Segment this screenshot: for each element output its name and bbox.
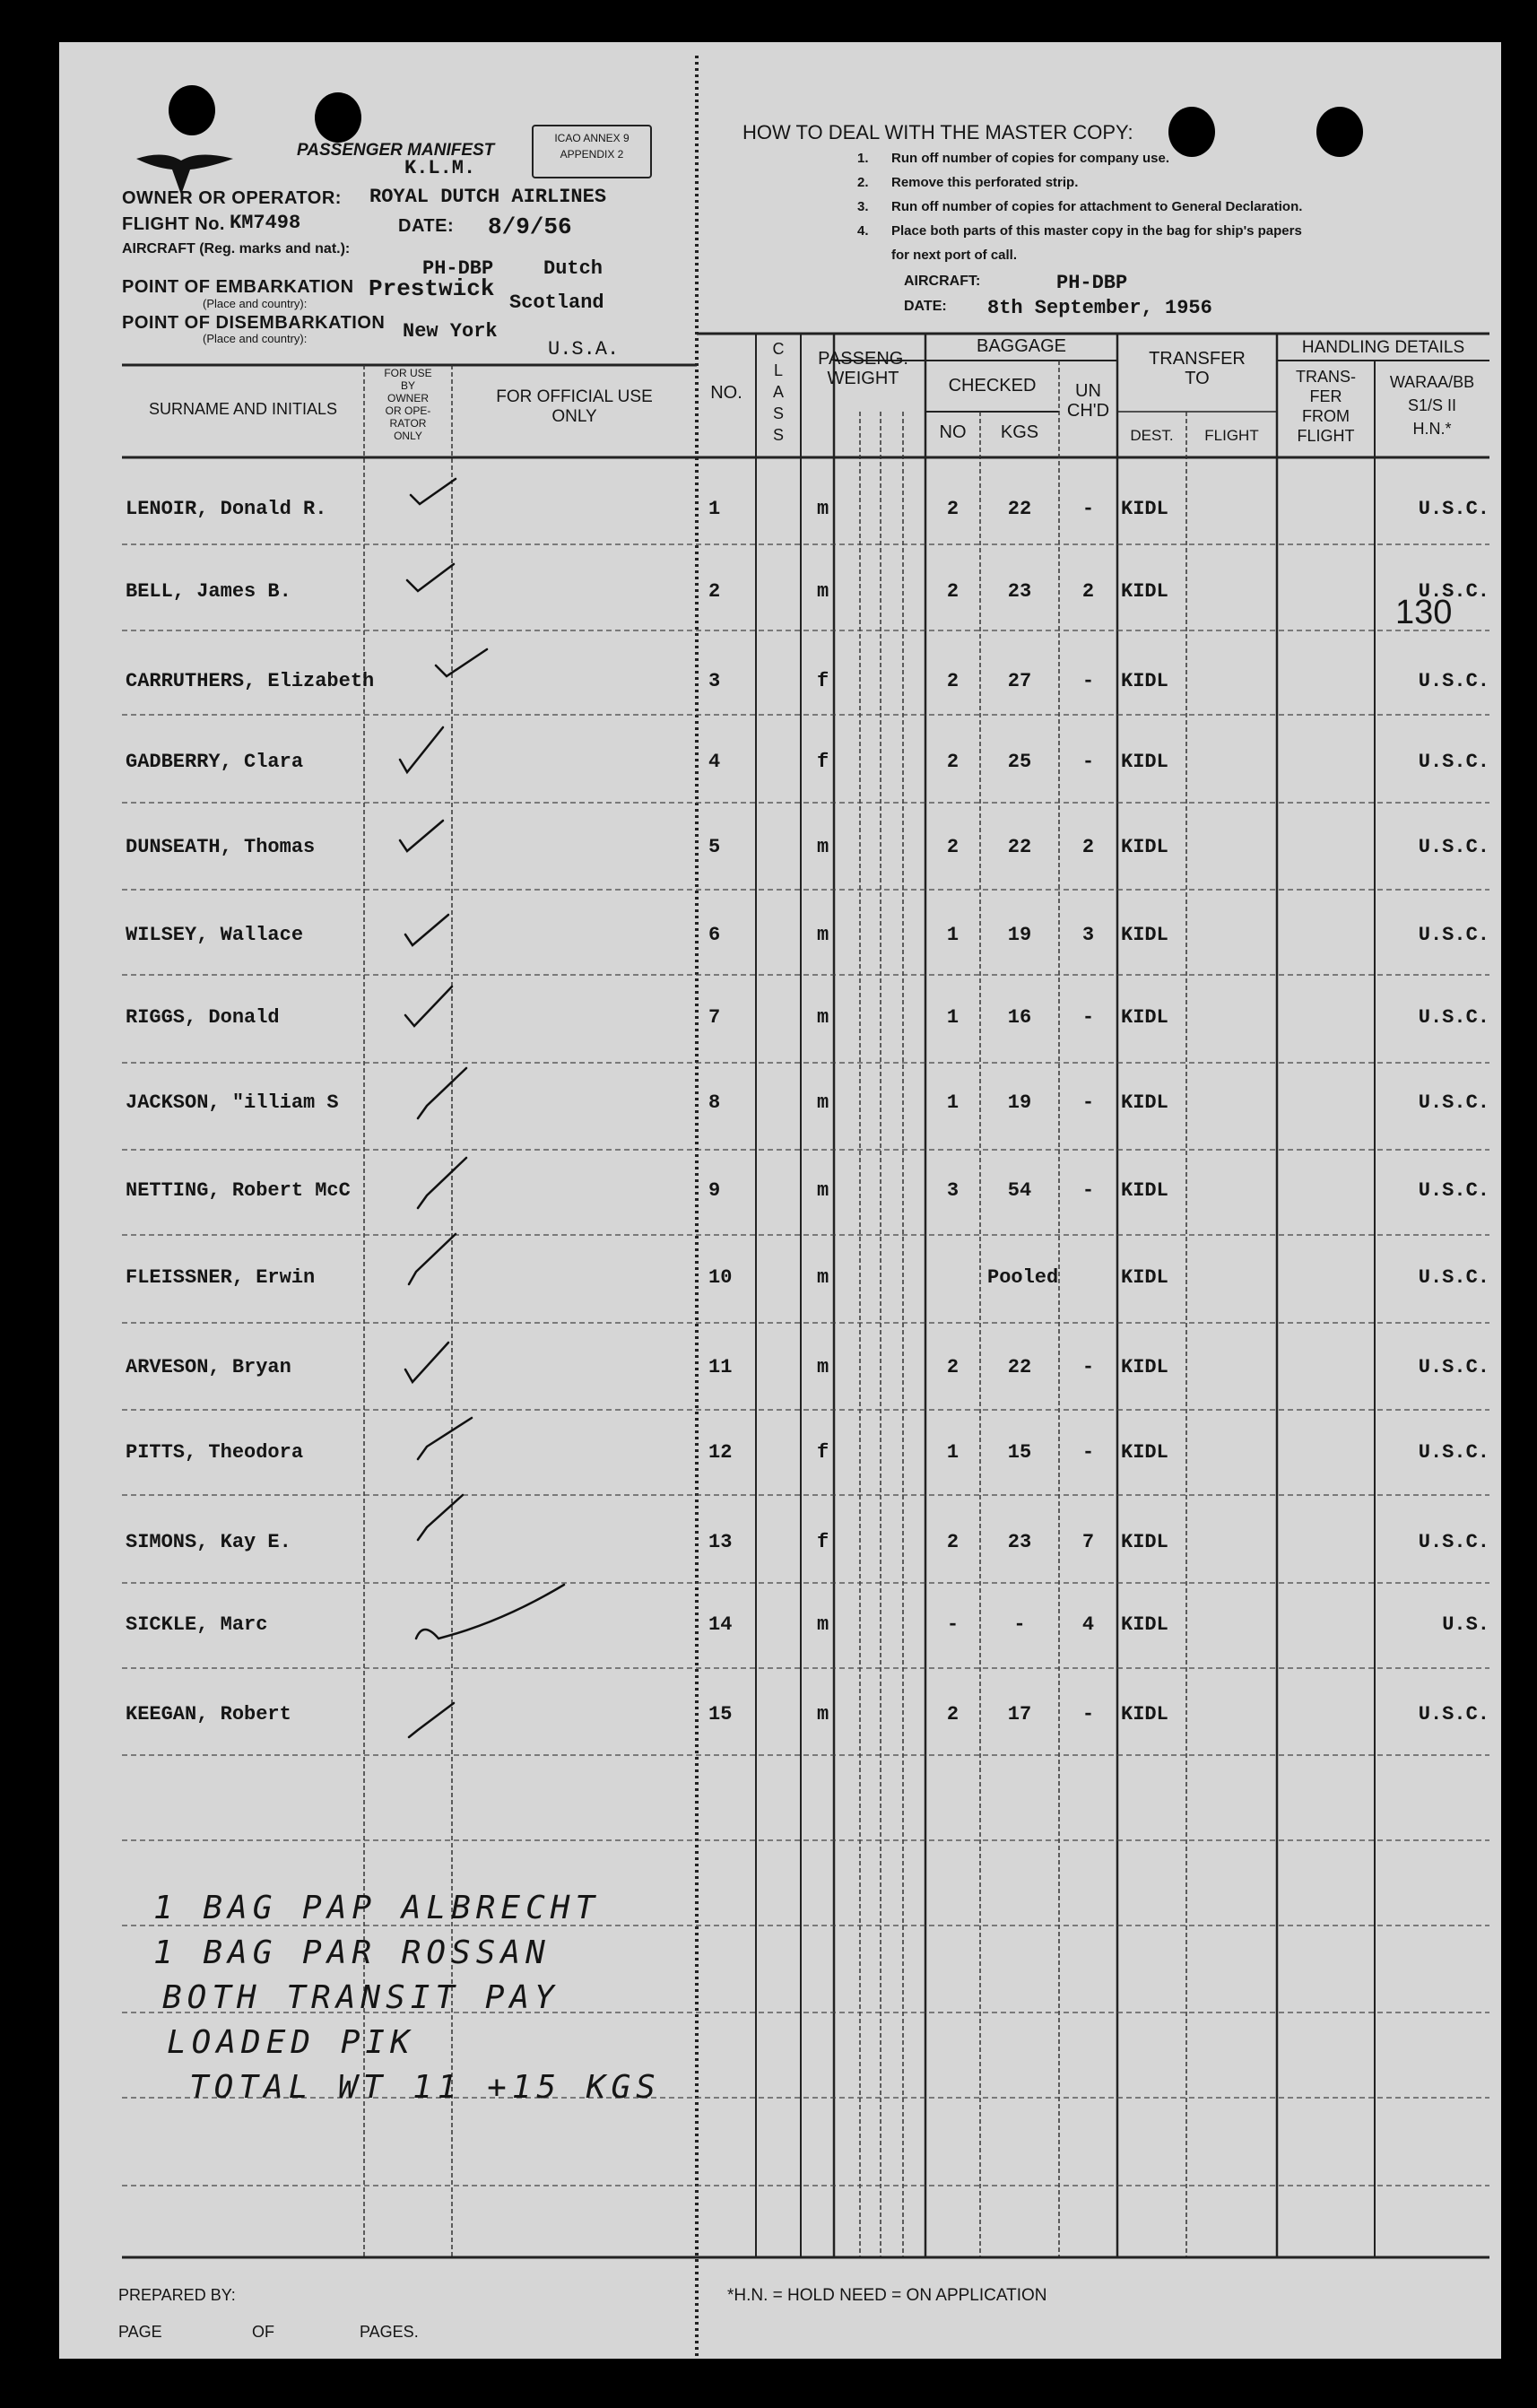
unchecked-bags: -	[1081, 751, 1095, 773]
icao-appendix: APPENDIX 2	[560, 148, 624, 161]
aircraft-label: AIRCRAFT (Reg. marks and nat.):	[122, 241, 351, 256]
col-waraa-line: H.N.*	[1412, 420, 1452, 438]
transfer-dest: KIDL	[1121, 1703, 1168, 1726]
col-owner-use-line: ONLY	[394, 430, 422, 442]
passenger-weight-code: m	[817, 498, 829, 520]
col-checked: CHECKED	[948, 376, 1037, 396]
handwritten-note: 1 BAG PAR ROSSAN	[153, 1934, 551, 1971]
passenger-name: KEEGAN, Robert	[126, 1703, 291, 1726]
checked-bags: 1	[946, 924, 960, 946]
handling-code: U.S.C.	[1418, 1266, 1489, 1289]
embarkation-place: Prestwick	[369, 275, 495, 302]
embarkation-sublabel: (Place and country):	[203, 297, 308, 310]
unchecked-bags: 4	[1081, 1613, 1095, 1636]
col-class	[756, 338, 801, 446]
col-weight-line: PASSENG.	[818, 349, 908, 369]
passenger-name: DUNSEATH, Thomas	[126, 836, 316, 858]
col-class-letter: S	[772, 426, 784, 444]
passenger-number: 10	[708, 1266, 733, 1289]
col-class-letter: L	[773, 361, 783, 379]
passenger-weight-code: m	[817, 1266, 829, 1289]
handwritten-note: TOTAL WT 11 +15 KGS	[189, 2069, 661, 2106]
checked-kgs: 23	[1007, 580, 1032, 603]
checked-kgs: 22	[1007, 498, 1032, 520]
passenger-number: 9	[708, 1179, 721, 1202]
checked-kgs: 17	[1007, 1703, 1032, 1726]
passenger-weight-code: m	[817, 580, 829, 603]
passenger-name: JACKSON, "illiam S	[126, 1091, 339, 1114]
form-title: PASSENGER MANIFEST	[297, 141, 495, 160]
embarkation-country: Scotland	[509, 291, 604, 314]
icao-reference	[532, 125, 652, 178]
unchecked-bags: -	[1081, 1356, 1095, 1378]
checked-bags: 2	[946, 1703, 960, 1726]
passenger-number: 6	[708, 924, 721, 946]
passenger-weight-code: m	[817, 836, 829, 858]
col-waraa-line: WARAA/BB	[1389, 373, 1475, 391]
passenger-number: 1	[708, 498, 721, 520]
transfer-dest: KIDL	[1121, 1006, 1168, 1029]
checked-bags: 2	[946, 1356, 960, 1378]
passenger-weight-code: m	[817, 1091, 829, 1114]
checked-kgs: 23	[1007, 1531, 1032, 1553]
handling-code: U.S.C.	[1418, 1531, 1489, 1553]
checked-kgs: 15	[1007, 1441, 1032, 1464]
flight-label: FLIGHT No.	[122, 214, 225, 234]
annotation-number: 130	[1395, 594, 1453, 631]
unchecked-bags: -	[1081, 1006, 1095, 1029]
transfer-dest: KIDL	[1121, 924, 1168, 946]
col-transfer	[1117, 349, 1277, 388]
embarkation-label: POINT OF EMBARKATION	[122, 277, 354, 297]
passenger-number: 3	[708, 670, 721, 692]
checked-kgs: 25	[1007, 751, 1032, 773]
handling-code: U.S.C.	[1418, 1179, 1489, 1202]
transfer-dest: KIDL	[1121, 1613, 1168, 1636]
instruction-text: for next port of call.	[891, 248, 1018, 263]
handwritten-note: LOADED PIK	[167, 2024, 415, 2061]
punch-hole	[1316, 107, 1363, 157]
handling-code: U.S.C.	[1418, 1441, 1489, 1464]
col-owner-use-line: OWNER	[387, 392, 429, 404]
passenger-name: ARVESON, Bryan	[126, 1356, 291, 1378]
handling-code: U.S.C.	[1418, 1703, 1489, 1726]
disembarkation-label: POINT OF DISEMBARKATION	[122, 313, 386, 333]
disembarkation-place: New York	[403, 320, 498, 343]
unchecked-bags: -	[1081, 1179, 1095, 1202]
instruction-number: 4.	[857, 223, 869, 239]
handling-code: U.S.C.	[1418, 580, 1489, 603]
col-bag-no: NO	[939, 422, 967, 442]
instruction-text: Run off number of copies for attachment to General Declaration.	[891, 199, 1303, 214]
col-transfer-line: TRANSFER	[1149, 349, 1246, 369]
passenger-weight-code: m	[817, 1179, 829, 1202]
handling-code: U.S.C.	[1418, 836, 1489, 858]
handling-code: U.S.C.	[1418, 670, 1489, 692]
passenger-name: NETTING, Robert McC	[126, 1179, 351, 1202]
date-value: 8/9/56	[488, 213, 572, 240]
instructions-title: HOW TO DEAL WITH THE MASTER COPY:	[742, 121, 1133, 143]
instruction-text: Remove this perforated strip.	[891, 175, 1079, 190]
passenger-name: RIGGS, Donald	[126, 1006, 280, 1029]
passenger-number: 13	[708, 1531, 733, 1553]
punch-hole	[315, 92, 361, 143]
prepared-by-label: PREPARED BY:	[118, 2286, 236, 2304]
transfer-dest: KIDL	[1121, 1091, 1168, 1114]
passenger-number: 7	[708, 1006, 721, 1029]
col-transfer-from-line: FER	[1309, 387, 1342, 405]
col-transfer-from	[1277, 367, 1375, 446]
col-class-letter: C	[772, 340, 785, 358]
checked-kgs: 19	[1007, 1091, 1032, 1114]
operator-value: ROYAL DUTCH AIRLINES	[369, 186, 607, 208]
col-weight-line: WEIGHT	[827, 369, 899, 388]
checked-bags: 2	[946, 670, 960, 692]
passenger-number: 11	[708, 1356, 733, 1378]
col-dest: DEST.	[1130, 427, 1174, 444]
transfer-dest: KIDL	[1121, 836, 1168, 858]
operator-label: OWNER OR OPERATOR:	[122, 188, 342, 208]
col-owner-use	[364, 367, 452, 442]
col-flight: FLIGHT	[1204, 427, 1259, 444]
checked-bags: 2	[946, 1531, 960, 1553]
col-class-letter: S	[772, 404, 784, 422]
instructions-date-label: DATE:	[904, 299, 947, 314]
icao-annex: ICAO ANNEX 9	[554, 132, 630, 144]
unchecked-bags: 7	[1081, 1531, 1095, 1553]
col-baggage: BAGGAGE	[976, 336, 1067, 356]
hold-need-note: *H.N. = HOLD NEED = ON APPLICATION	[727, 2286, 1047, 2305]
passenger-weight-code: f	[817, 670, 829, 692]
passenger-weight-code: f	[817, 1531, 829, 1553]
col-owner-use-line: RATOR	[389, 417, 427, 430]
pooled-baggage: Pooled	[987, 1266, 1059, 1289]
check-marks	[400, 479, 564, 1737]
passenger-number: 15	[708, 1703, 733, 1726]
passenger-name: SICKLE, Marc	[126, 1613, 268, 1636]
col-owner-use-line: FOR USE	[384, 367, 432, 379]
handling-code: U.S.C.	[1418, 1091, 1489, 1114]
unchecked-bags: -	[1081, 670, 1095, 692]
col-waraa	[1375, 370, 1489, 440]
col-weight	[801, 349, 925, 388]
handwritten-note: BOTH TRANSIT PAY	[162, 1979, 560, 2016]
of-label: OF	[252, 2323, 274, 2341]
col-official-use	[452, 387, 697, 427]
col-kgs: KGS	[1000, 422, 1039, 442]
instructions-list	[857, 146, 1302, 267]
unchecked-bags: 3	[1081, 924, 1095, 946]
handling-code: U.S.	[1442, 1613, 1489, 1636]
passenger-number: 12	[708, 1441, 733, 1464]
passenger-name: WILSEY, Wallace	[126, 924, 304, 946]
instruction-number: 2.	[857, 175, 869, 190]
instruction-number: 3.	[857, 199, 869, 214]
checked-bags: 1	[946, 1006, 960, 1029]
col-waraa-line: S1/S II	[1407, 396, 1457, 414]
transfer-dest: KIDL	[1121, 580, 1168, 603]
col-transfer-from-line: TRANS-	[1296, 368, 1356, 386]
col-owner-use-line: BY	[400, 379, 415, 392]
page-label: PAGE	[118, 2323, 162, 2341]
handling-code: U.S.C.	[1418, 498, 1489, 520]
col-official-line: ONLY	[551, 407, 597, 426]
passenger-number: 2	[708, 580, 721, 603]
checked-kgs: 22	[1007, 836, 1032, 858]
checked-bags: 1	[946, 1091, 960, 1114]
unchecked-bags: -	[1081, 1441, 1095, 1464]
handling-code: U.S.C.	[1418, 924, 1489, 946]
col-official-line: FOR OFFICIAL USE	[496, 387, 653, 406]
col-class-letter: A	[772, 383, 784, 401]
passenger-name: FLEISSNER, Erwin	[126, 1266, 316, 1289]
passenger-weight-code: f	[817, 1441, 829, 1464]
passenger-weight-code: m	[817, 1703, 829, 1726]
transfer-dest: KIDL	[1121, 498, 1168, 520]
transfer-dest: KIDL	[1121, 1441, 1168, 1464]
checked-bags: 2	[946, 751, 960, 773]
passenger-name: SIMONS, Kay E.	[126, 1531, 291, 1553]
passenger-weight-code: m	[817, 1613, 829, 1636]
klm-label: K.L.M.	[404, 157, 476, 179]
transfer-dest: KIDL	[1121, 1531, 1168, 1553]
col-transfer-from-line: FROM	[1302, 407, 1350, 425]
col-unchecked	[1059, 381, 1117, 421]
handling-code: U.S.C.	[1418, 751, 1489, 773]
passenger-number: 5	[708, 836, 721, 858]
passenger-name: GADBERRY, Clara	[126, 751, 304, 773]
passenger-number: 8	[708, 1091, 721, 1114]
date-label: DATE:	[398, 216, 455, 236]
disembarkation-sublabel: (Place and country):	[203, 332, 308, 345]
checked-kgs: 22	[1007, 1356, 1032, 1378]
passenger-weight-code: m	[817, 1356, 829, 1378]
aircraft-nationality: Dutch	[543, 257, 604, 280]
manifest-page	[59, 42, 1501, 2359]
passenger-weight-code: f	[817, 751, 829, 773]
col-unchecked-line: CH'D	[1066, 401, 1110, 421]
checked-kgs: 19	[1007, 924, 1032, 946]
transfer-dest: KIDL	[1121, 670, 1168, 692]
unchecked-bags: -	[1081, 1703, 1095, 1726]
aircraft-value: PH-DBP	[422, 257, 494, 280]
col-handling: HANDLING DETAILS	[1301, 338, 1465, 357]
passenger-name: CARRUTHERS, Elizabeth	[126, 670, 375, 692]
passenger-weight-code: m	[817, 924, 829, 946]
checked-bags: 3	[946, 1179, 960, 1202]
col-transfer-from-line: FLIGHT	[1297, 427, 1355, 445]
instructions-aircraft-value: PH-DBP	[1056, 272, 1128, 294]
disembarkation-country: U.S.A.	[548, 338, 620, 361]
col-surname: SURNAME AND INITIALS	[148, 400, 338, 418]
col-owner-use-line: OR OPE-	[385, 404, 431, 417]
transfer-dest: KIDL	[1121, 751, 1168, 773]
col-transfer-line: TO	[1185, 369, 1210, 388]
instruction-text: Place both parts of this master copy in the bag for ship's papers	[891, 223, 1302, 239]
checked-bags: -	[946, 1613, 960, 1636]
pages-label: PAGES.	[360, 2323, 419, 2341]
handling-code: U.S.C.	[1418, 1006, 1489, 1029]
passenger-name: BELL, James B.	[126, 580, 291, 603]
checked-bags: 1	[946, 1441, 960, 1464]
passenger-number: 4	[708, 751, 721, 773]
handling-code: U.S.C.	[1418, 1356, 1489, 1378]
unchecked-bags: 2	[1081, 580, 1095, 603]
instruction-number: 1.	[857, 151, 869, 166]
transfer-dest: KIDL	[1121, 1356, 1168, 1378]
transfer-dest: KIDL	[1121, 1266, 1168, 1289]
col-no: NO.	[710, 383, 742, 403]
passenger-name: LENOIR, Donald R.	[126, 498, 327, 520]
handwritten-note: 1 BAG PAP ALBRECHT	[153, 1890, 601, 1926]
unchecked-bags: -	[1081, 1091, 1095, 1114]
passenger-name: PITTS, Theodora	[126, 1441, 304, 1464]
checked-bags: 2	[946, 580, 960, 603]
instruction-text: Run off number of copies for company use.	[891, 151, 1170, 166]
passenger-number: 14	[708, 1613, 733, 1636]
unchecked-bags: -	[1081, 498, 1095, 520]
checked-kgs: 27	[1007, 670, 1032, 692]
flight-value: KM7498	[230, 212, 301, 234]
checked-kgs: 16	[1007, 1006, 1032, 1029]
checked-bags: 2	[946, 498, 960, 520]
checked-kgs: 54	[1007, 1179, 1032, 1202]
col-unchecked-line: UN	[1075, 381, 1101, 401]
transfer-dest: KIDL	[1121, 1179, 1168, 1202]
instructions-date-value: 8th September, 1956	[987, 297, 1212, 319]
checked-bags: 2	[946, 836, 960, 858]
unchecked-bags: 2	[1081, 836, 1095, 858]
passenger-weight-code: m	[817, 1006, 829, 1029]
checked-kgs: -	[1013, 1613, 1026, 1636]
instructions-aircraft-label: AIRCRAFT:	[904, 274, 981, 289]
